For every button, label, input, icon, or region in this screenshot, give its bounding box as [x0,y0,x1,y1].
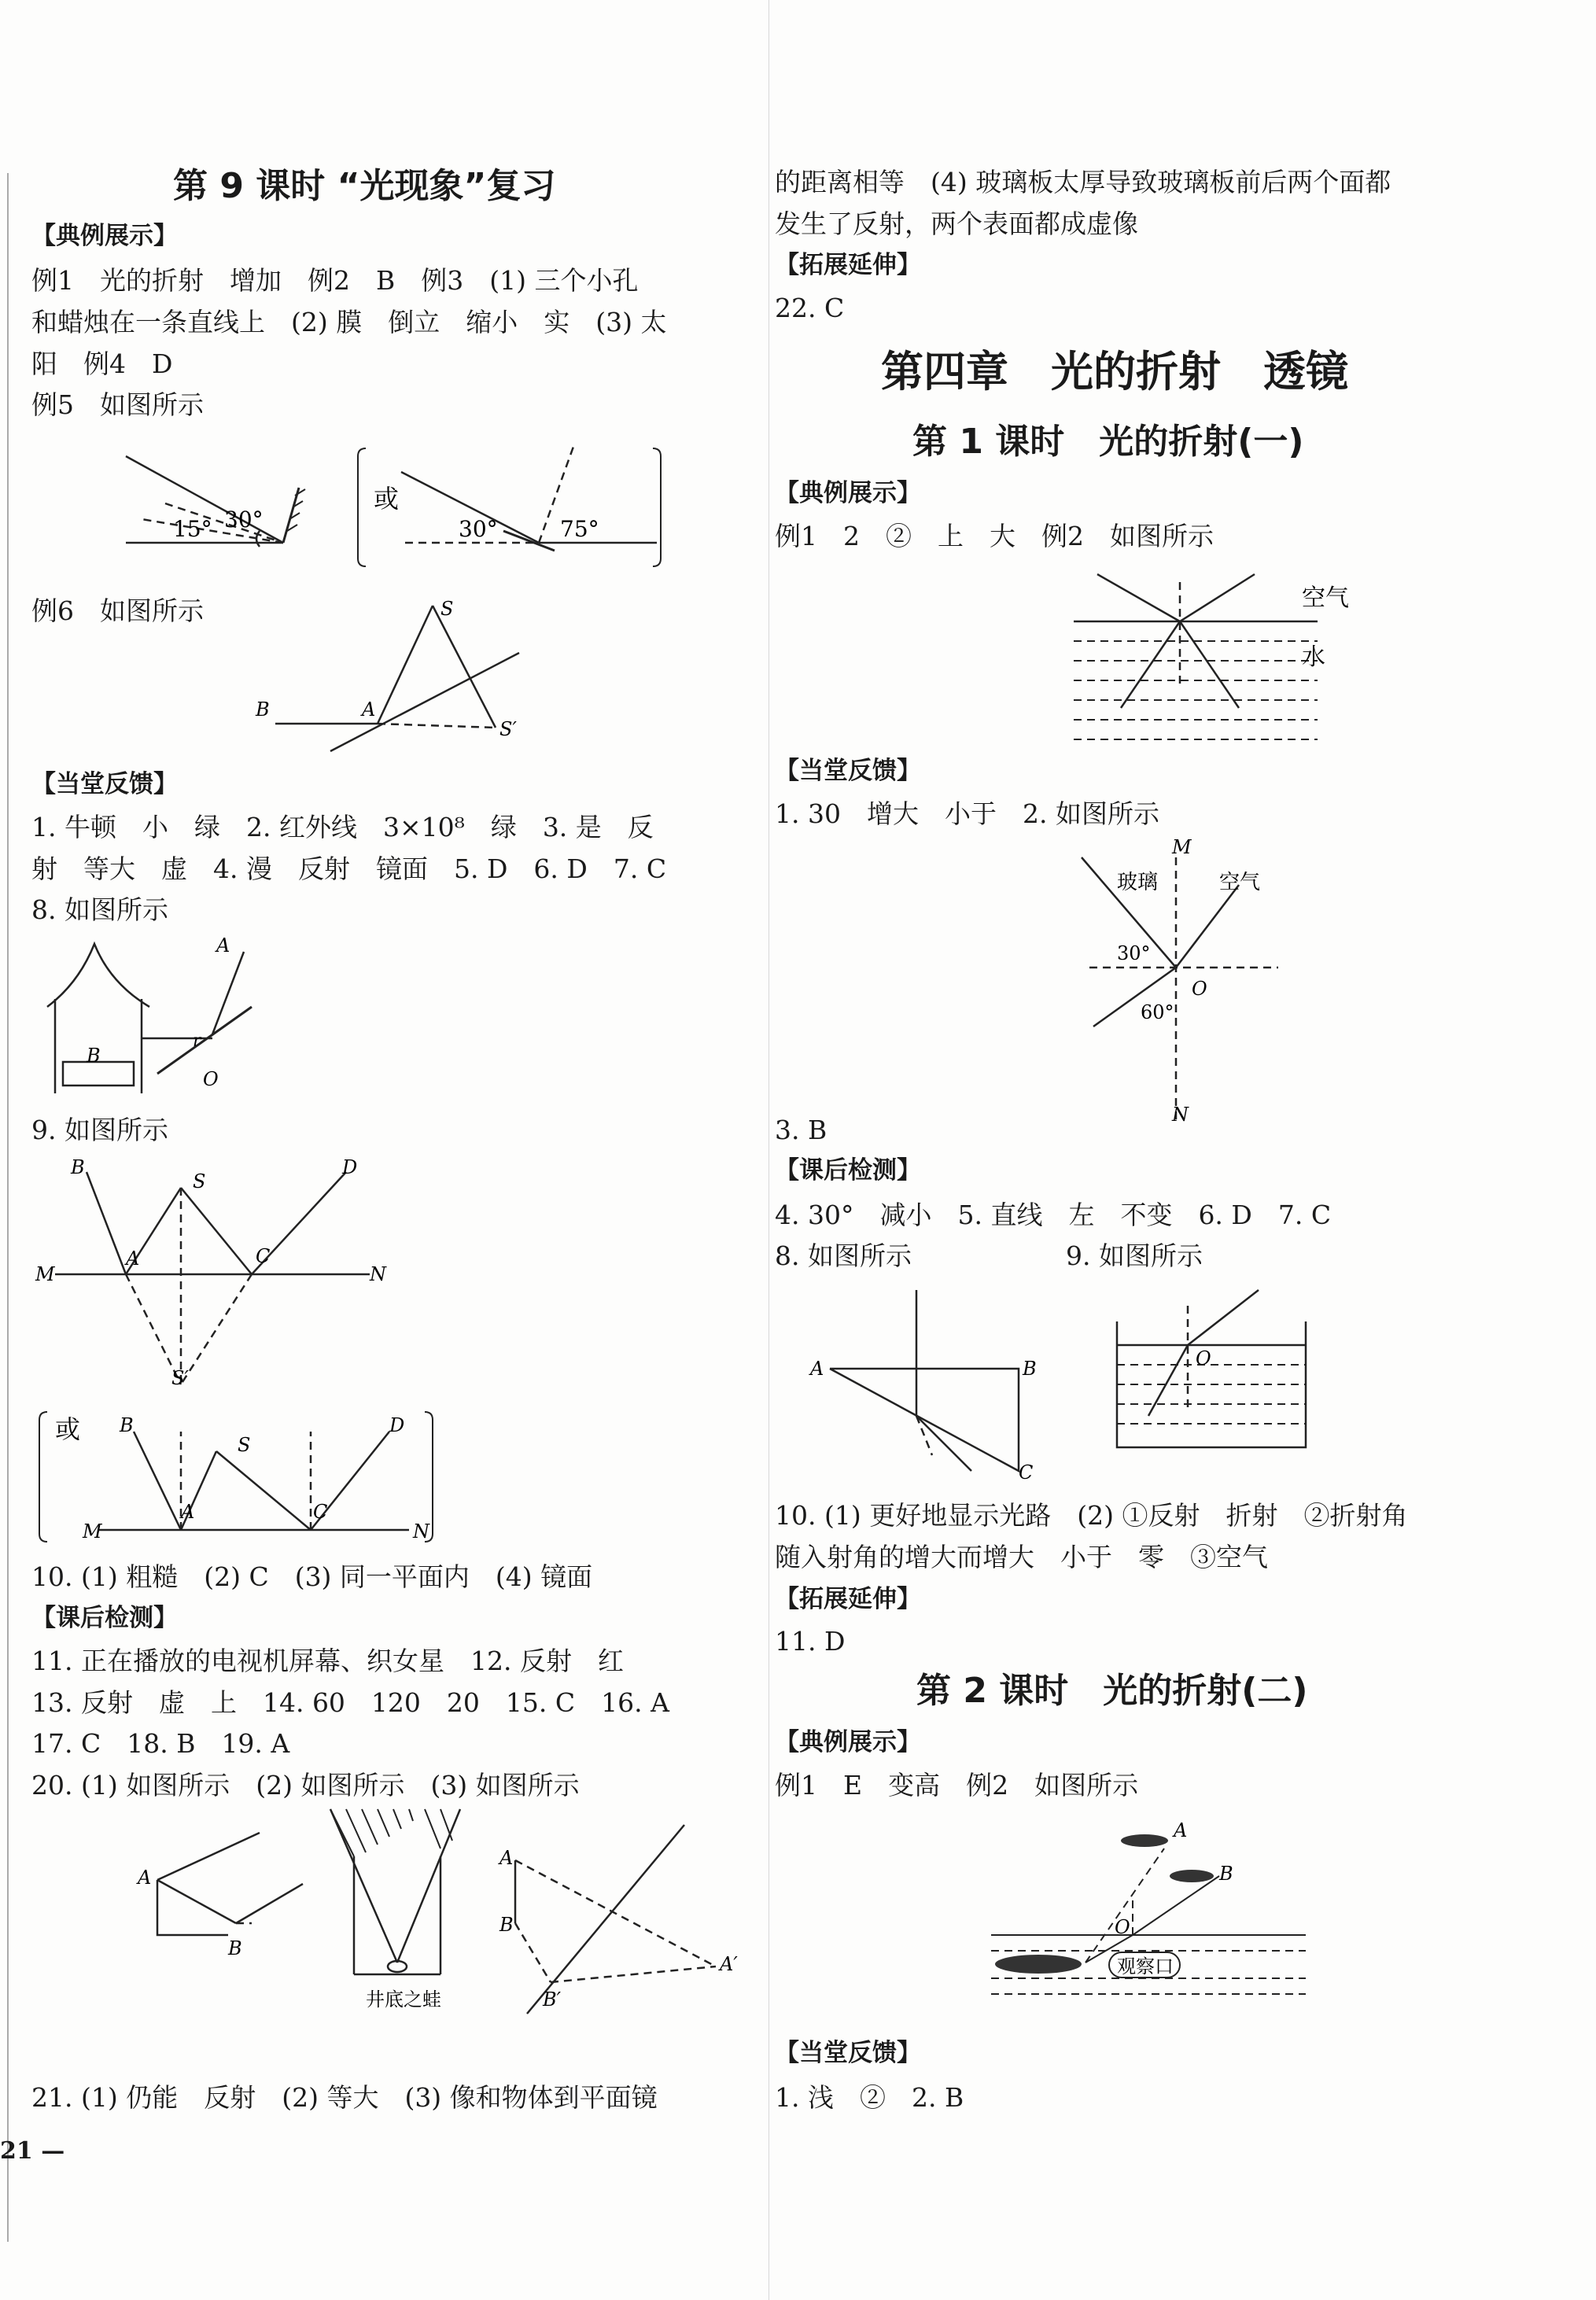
section-heading-after-class: 【课后检测】 [775,1156,921,1185]
label-A: A [362,698,376,721]
figure-8-triangle-prism [806,1282,1042,1487]
answer-line: 例6 如图所示 [31,595,204,626]
angle-60: 60° [1141,1001,1174,1023]
answer-line: 8. 如图所示 [31,894,168,925]
figure-20-2-well-frog [323,1809,480,2014]
label-B: B [1219,1863,1233,1885]
label-B: B [87,1045,101,1067]
answer-line: 3. B [775,1115,827,1145]
figure-20-1 [126,1809,315,1966]
label-r: r [193,1031,201,1051]
label-M: M [35,1263,55,1285]
or-label: 或 [55,1414,81,1444]
label-S-prime: S′ [171,1367,189,1389]
answer-line: 例1 E 变高 例2 如图所示 [775,1770,1139,1801]
label-C: C [256,1245,271,1267]
label-A-prime: A′ [720,1953,738,1975]
answer-line: 4. 30° 减小 5. 直线 左 不变 6. D 7. C [775,1200,1332,1230]
label-B: B [120,1414,134,1436]
label-A: A [126,1248,140,1270]
answer-line: 10. (1) 更好地显示光路 (2) ①反射 折射 ②折射角 [775,1500,1408,1531]
label-O: O [1192,978,1207,1000]
answer-line: 1. 浅 ② 2. B [775,2082,964,2113]
lesson-title: 第 1 课时 光的折射(一) [912,422,1304,462]
answer-line: 13. 反射 虚 上 14. 60 120 20 15. C 16. A [31,1687,669,1718]
answer-line: 20. (1) 如图所示 (2) 如图所示 (3) 如图所示 [31,1770,580,1801]
section-heading-feedback: 【当堂反馈】 [775,757,921,785]
figure-8-house [31,936,283,1093]
figure-2-glass-air [1050,836,1302,1126]
section-heading-example: 【典例展示】 [31,222,178,250]
figure-example6-mirror [252,598,566,755]
answer-line: 1. 30 增大 小于 2. 如图所示 [775,798,1159,829]
label-D: D [342,1156,358,1178]
answer-line: 例1 2 ② 上 大 例2 如图所示 [775,521,1214,551]
section-heading-example: 【典例展示】 [775,479,921,507]
label-N: N [413,1520,429,1543]
label-D: D [389,1414,405,1436]
label-S: S [238,1434,251,1456]
left-margin-line [7,173,9,2242]
label-B: B [1023,1358,1037,1380]
right-column [775,0,1561,2300]
angle-30-alt: 30° [459,516,498,542]
section-heading-after-class: 【课后检测】 [31,1604,178,1632]
label-M: M [1172,836,1192,858]
water-label: 水 [1302,643,1325,671]
figure-example5-reflection [94,440,676,582]
label-S: S [193,1170,206,1192]
answer-line: 例1 光的折射 增加 例2 B 例3 (1) 三个小孔 [31,265,639,296]
label-N: N [1172,1104,1189,1126]
answer-line: 9. 如图所示 [31,1115,168,1145]
left-column [0,0,759,2300]
answer-line: 阳 例4 D [31,348,173,379]
figure-9-two-mirror [31,1156,386,1389]
label-O: O [1196,1347,1211,1369]
label-S: S [440,598,454,620]
label-B: B [71,1156,85,1178]
answer-line: 例5 如图所示 [31,389,204,420]
label-A: A [499,1847,514,1869]
angle-75: 75° [560,516,599,542]
label-M: M [83,1520,102,1543]
observe-label: 观察口 [1117,1955,1174,1977]
angle-30: 30° [1117,942,1151,964]
label-A: A [1174,1819,1188,1841]
figure-example2-planes-periscope [991,1817,1321,1998]
section-heading-extension: 【拓展延伸】 [775,251,921,279]
figure-9-water-tank [1101,1290,1321,1455]
answer-line: 8. 如图所示 [775,1240,912,1271]
figure-20-3-mirror-image [488,1809,747,2045]
label-A: A [810,1358,824,1380]
figure-9-alternative [31,1408,456,1550]
air-label: 空气 [1302,584,1349,612]
section-heading-feedback: 【当堂反馈】 [31,770,178,798]
label-B: B [499,1914,514,1936]
answer-line: 1. 牛顿 小 绿 2. 红外线 3×10⁸ 绿 3. 是 反 [31,812,654,842]
or-label: 或 [374,484,400,514]
label-A: A [216,934,230,956]
answer-line: 22. C [775,293,845,323]
lesson-title: 第 2 课时 光的折射(二) [916,1671,1308,1711]
label-B: B [228,1937,242,1959]
answer-line: 11. D [775,1626,846,1657]
label-A: A [138,1867,152,1889]
page-number: 21 — [0,2137,65,2165]
answer-line: 21. (1) 仍能 反射 (2) 等大 (3) 像和物体到平面镜 [31,2082,658,2113]
answer-line: 的距离相等 (4) 玻璃板太厚导致玻璃板前后两个面都 [775,167,1391,197]
label-C: C [1019,1461,1034,1484]
label-B-prime: B′ [543,1989,562,2011]
chapter-title: 第四章 光的折射 透镜 [881,346,1348,396]
label-S-prime: S′ [499,718,517,740]
answer-line: 发生了反射，两个表面都成虚像 [775,208,1138,239]
glass-label: 玻璃 [1117,871,1159,894]
lesson-title: 第 9 课时 “光现象”复习 [173,166,556,206]
answer-line: 9. 如图所示 [1066,1240,1203,1271]
angle-15: 15° [173,516,212,542]
label-C: C [313,1501,328,1523]
answer-line: 随入射角的增大而增大 小于 零 ③空气 [775,1542,1268,1572]
answer-line: 和蜡烛在一条直线上 (2) 膜 倒立 缩小 实 (3) 太 [31,307,667,337]
label-N: N [370,1263,386,1285]
air-label: 空气 [1219,871,1261,894]
answer-line: 射 等大 虚 4. 漫 反射 镜面 5. D 6. D 7. C [31,853,667,884]
label-B: B [256,698,270,721]
section-heading-example: 【典例展示】 [775,1728,921,1756]
label-O: O [203,1068,219,1090]
section-heading-feedback: 【当堂反馈】 [775,2039,921,2067]
label-A: A [181,1501,195,1523]
frog-caption: 井底之蛙 [366,1989,441,2011]
label-O: O [1115,1916,1130,1938]
section-heading-extension: 【拓展延伸】 [775,1585,921,1613]
figure-example2-refraction-water [1074,566,1404,755]
answer-line: 10. (1) 粗糙 (2) C (3) 同一平面内 (4) 镜面 [31,1561,593,1592]
answer-line: 17. C 18. B 19. A [31,1728,290,1759]
answer-line: 11. 正在播放的电视机屏幕、织女星 12. 反射 红 [31,1646,624,1676]
angle-30: 30° [224,507,264,533]
